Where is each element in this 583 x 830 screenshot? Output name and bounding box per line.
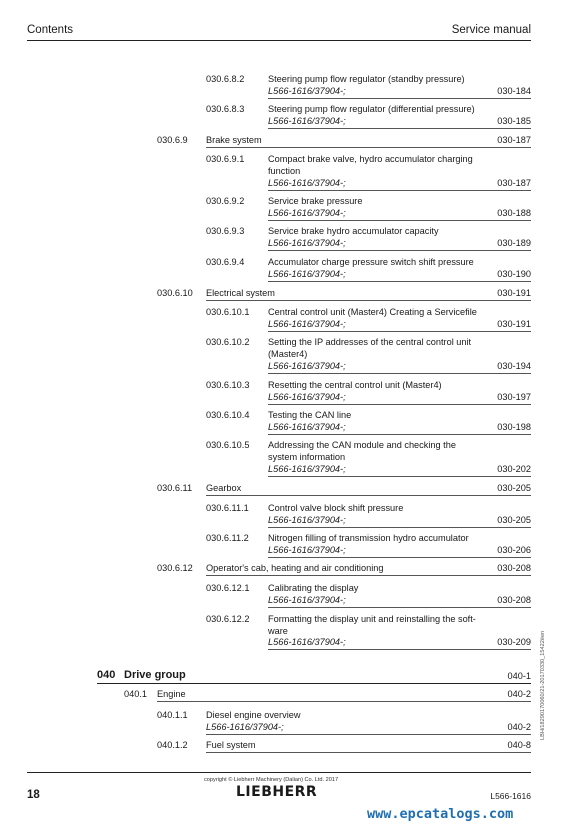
entry-title: Service brake hydro accumulator capacity (268, 226, 439, 236)
section-page: 030-205 (497, 483, 531, 493)
section-page: 030-187 (497, 135, 531, 145)
entry-title-cont: system information (268, 452, 346, 462)
section-rule (157, 701, 531, 702)
entry-page: 030-189 (497, 238, 531, 248)
entry-page: 030-194 (497, 361, 531, 371)
entry-title-cont: function (268, 166, 301, 176)
entry-number: 030.6.11.1 (206, 503, 249, 513)
section-page: 030-191 (497, 288, 531, 298)
entry-number: 030.6.12.1 (206, 583, 250, 593)
chapter-rule (97, 683, 531, 684)
footer-rule (27, 772, 531, 773)
entry-title: Formatting the display unit and reinstalling the soft- (268, 614, 476, 624)
entry-model: L566-1616/37904-; (268, 392, 346, 402)
chapter-title: Drive group (124, 669, 186, 681)
entry-rule (268, 434, 531, 435)
entry-rule (268, 250, 531, 251)
chapter-number: 040 (97, 669, 116, 681)
entry-model: L566-1616/37904-; (268, 595, 346, 605)
section-title: Operator's cab, heating and air conditioning (206, 563, 384, 573)
entry-model: L566-1616/37904-; (268, 178, 346, 188)
header-section: Contents (27, 24, 74, 36)
entry-page: 030-206 (497, 545, 531, 555)
entry-number: 030.6.8.3 (206, 104, 245, 114)
entry-title: Central control unit (Master4) Creating a Servicefile (268, 307, 477, 317)
entry-title: Nitrogen filling of transmission hydro accumulator (268, 533, 469, 543)
entry-number: 030.6.9.1 (206, 154, 245, 164)
section-number: 030.6.12 (157, 563, 193, 573)
entry-model: L566-1616/37904-; (268, 545, 346, 555)
entry-page: 030-198 (497, 422, 531, 432)
entry-rule (268, 220, 531, 221)
section-rule (206, 575, 531, 576)
entry-title: Service brake pressure (268, 196, 363, 206)
entry-model: L566-1616/37904-; (268, 319, 346, 329)
section-number: 030.6.11 (157, 483, 193, 493)
entry-title: Setting the IP addresses of the central control unit (268, 337, 472, 347)
entry-title-cont: ware (268, 626, 288, 636)
entry-page: 030-197 (497, 392, 531, 402)
section-number: 030.6.9 (157, 135, 188, 145)
entry-page: 030-187 (497, 178, 531, 188)
entry-number: 030.6.11.2 (206, 533, 249, 543)
entry-title-cont: (Master4) (268, 349, 308, 359)
entry-title: Compact brake valve, hydro accumulator charging (268, 154, 473, 164)
entry-page: 030-202 (497, 464, 531, 474)
section-number: 040.1 (124, 689, 147, 699)
entry-number: 030.6.8.2 (206, 74, 245, 84)
entry-rule (268, 527, 531, 528)
entry-number: 030.6.9.2 (206, 196, 245, 206)
entry-page: 030-205 (497, 515, 531, 525)
watermark-link[interactable]: www.epcatalogs.com (367, 806, 514, 822)
header-rule (27, 40, 531, 41)
entry-model: L566-1616/37904-; (268, 208, 346, 218)
entry-number: 030.6.10.5 (206, 440, 250, 450)
entry-model: L566-1616/37904-; (268, 422, 346, 432)
entry-rule (206, 734, 531, 735)
entry-page: 030-190 (497, 269, 531, 279)
entry-title: Addressing the CAN module and checking the (268, 440, 456, 450)
section-page: 030-208 (497, 563, 531, 573)
entry-page: 030-191 (497, 319, 531, 329)
entry-title: Control valve block shift pressure (268, 503, 404, 513)
entry-page: 040-8 (507, 740, 531, 750)
document-code: LBH/18290170060/21-20170330_15422ëen (540, 630, 546, 740)
section-number: 030.6.10 (157, 288, 193, 298)
chapter-page: 040-1 (507, 671, 531, 681)
entry-model: L566-1616/37904-; (268, 238, 346, 248)
entry-title: Steering pump flow regulator (differential pressure) (268, 104, 475, 114)
entry-title: Diesel engine overview (206, 710, 301, 720)
entry-number: 040.1.1 (157, 710, 188, 720)
entry-title: Fuel system (206, 740, 256, 750)
entry-model: L566-1616/37904-; (268, 464, 346, 474)
entry-rule (268, 98, 531, 99)
entry-number: 030.6.10.4 (206, 410, 250, 420)
entry-model: L566-1616/37904-; (206, 722, 284, 732)
entry-rule (268, 331, 531, 332)
entry-rule (268, 190, 531, 191)
entry-number: 030.6.9.4 (206, 257, 245, 267)
entry-rule (206, 752, 531, 753)
footer-model: L566-1616 (490, 791, 531, 801)
entry-number: 030.6.12.2 (206, 614, 250, 624)
entry-title: Testing the CAN line (268, 410, 352, 420)
liebherr-logo: LIEBHERR (236, 784, 318, 800)
section-title: Brake system (206, 135, 262, 145)
entry-title: Accumulator charge pressure switch shift pressure (268, 257, 474, 267)
section-title: Electrical system (206, 288, 275, 298)
entry-model: L566-1616/37904-; (268, 86, 346, 96)
entry-number: 030.6.9.3 (206, 226, 245, 236)
entry-page: 030-188 (497, 208, 531, 218)
entry-number: 030.6.10.1 (206, 307, 250, 317)
entry-rule (268, 557, 531, 558)
entry-rule (268, 281, 531, 282)
entry-title: Calibrating the display (268, 583, 359, 593)
entry-number: 030.6.10.2 (206, 337, 250, 347)
section-rule (206, 495, 531, 496)
entry-page: 040-2 (507, 722, 531, 732)
entry-number: 040.1.2 (157, 740, 188, 750)
entry-model: L566-1616/37904-; (268, 637, 346, 647)
entry-page: 030-185 (497, 116, 531, 126)
entry-page: 030-208 (497, 595, 531, 605)
entry-rule (268, 128, 531, 129)
entry-rule (268, 373, 531, 374)
entry-rule (268, 476, 531, 477)
section-title: Engine (157, 689, 186, 699)
entry-model: L566-1616/37904-; (268, 361, 346, 371)
entry-model: L566-1616/37904-; (268, 116, 346, 126)
entry-page: 030-184 (497, 86, 531, 96)
entry-number: 030.6.10.3 (206, 380, 250, 390)
page-number: 18 (27, 789, 40, 801)
entry-title: Resetting the central control unit (Master4) (268, 380, 442, 390)
copyright-text: copyright © Liebherr Machinery (Dalian) Co. Ltd. 2017 (204, 777, 339, 783)
entry-rule (268, 404, 531, 405)
entry-title: Steering pump flow regulator (standby pressure) (268, 74, 465, 84)
entry-model: L566-1616/37904-; (268, 515, 346, 525)
header-title: Service manual (451, 24, 531, 36)
section-rule (206, 147, 531, 148)
section-page: 040-2 (507, 689, 531, 699)
entry-rule (268, 649, 531, 650)
section-rule (206, 300, 531, 301)
entry-page: 030-209 (497, 637, 531, 647)
entry-rule (268, 607, 531, 608)
section-title: Gearbox (206, 483, 242, 493)
entry-model: L566-1616/37904-; (268, 269, 346, 279)
